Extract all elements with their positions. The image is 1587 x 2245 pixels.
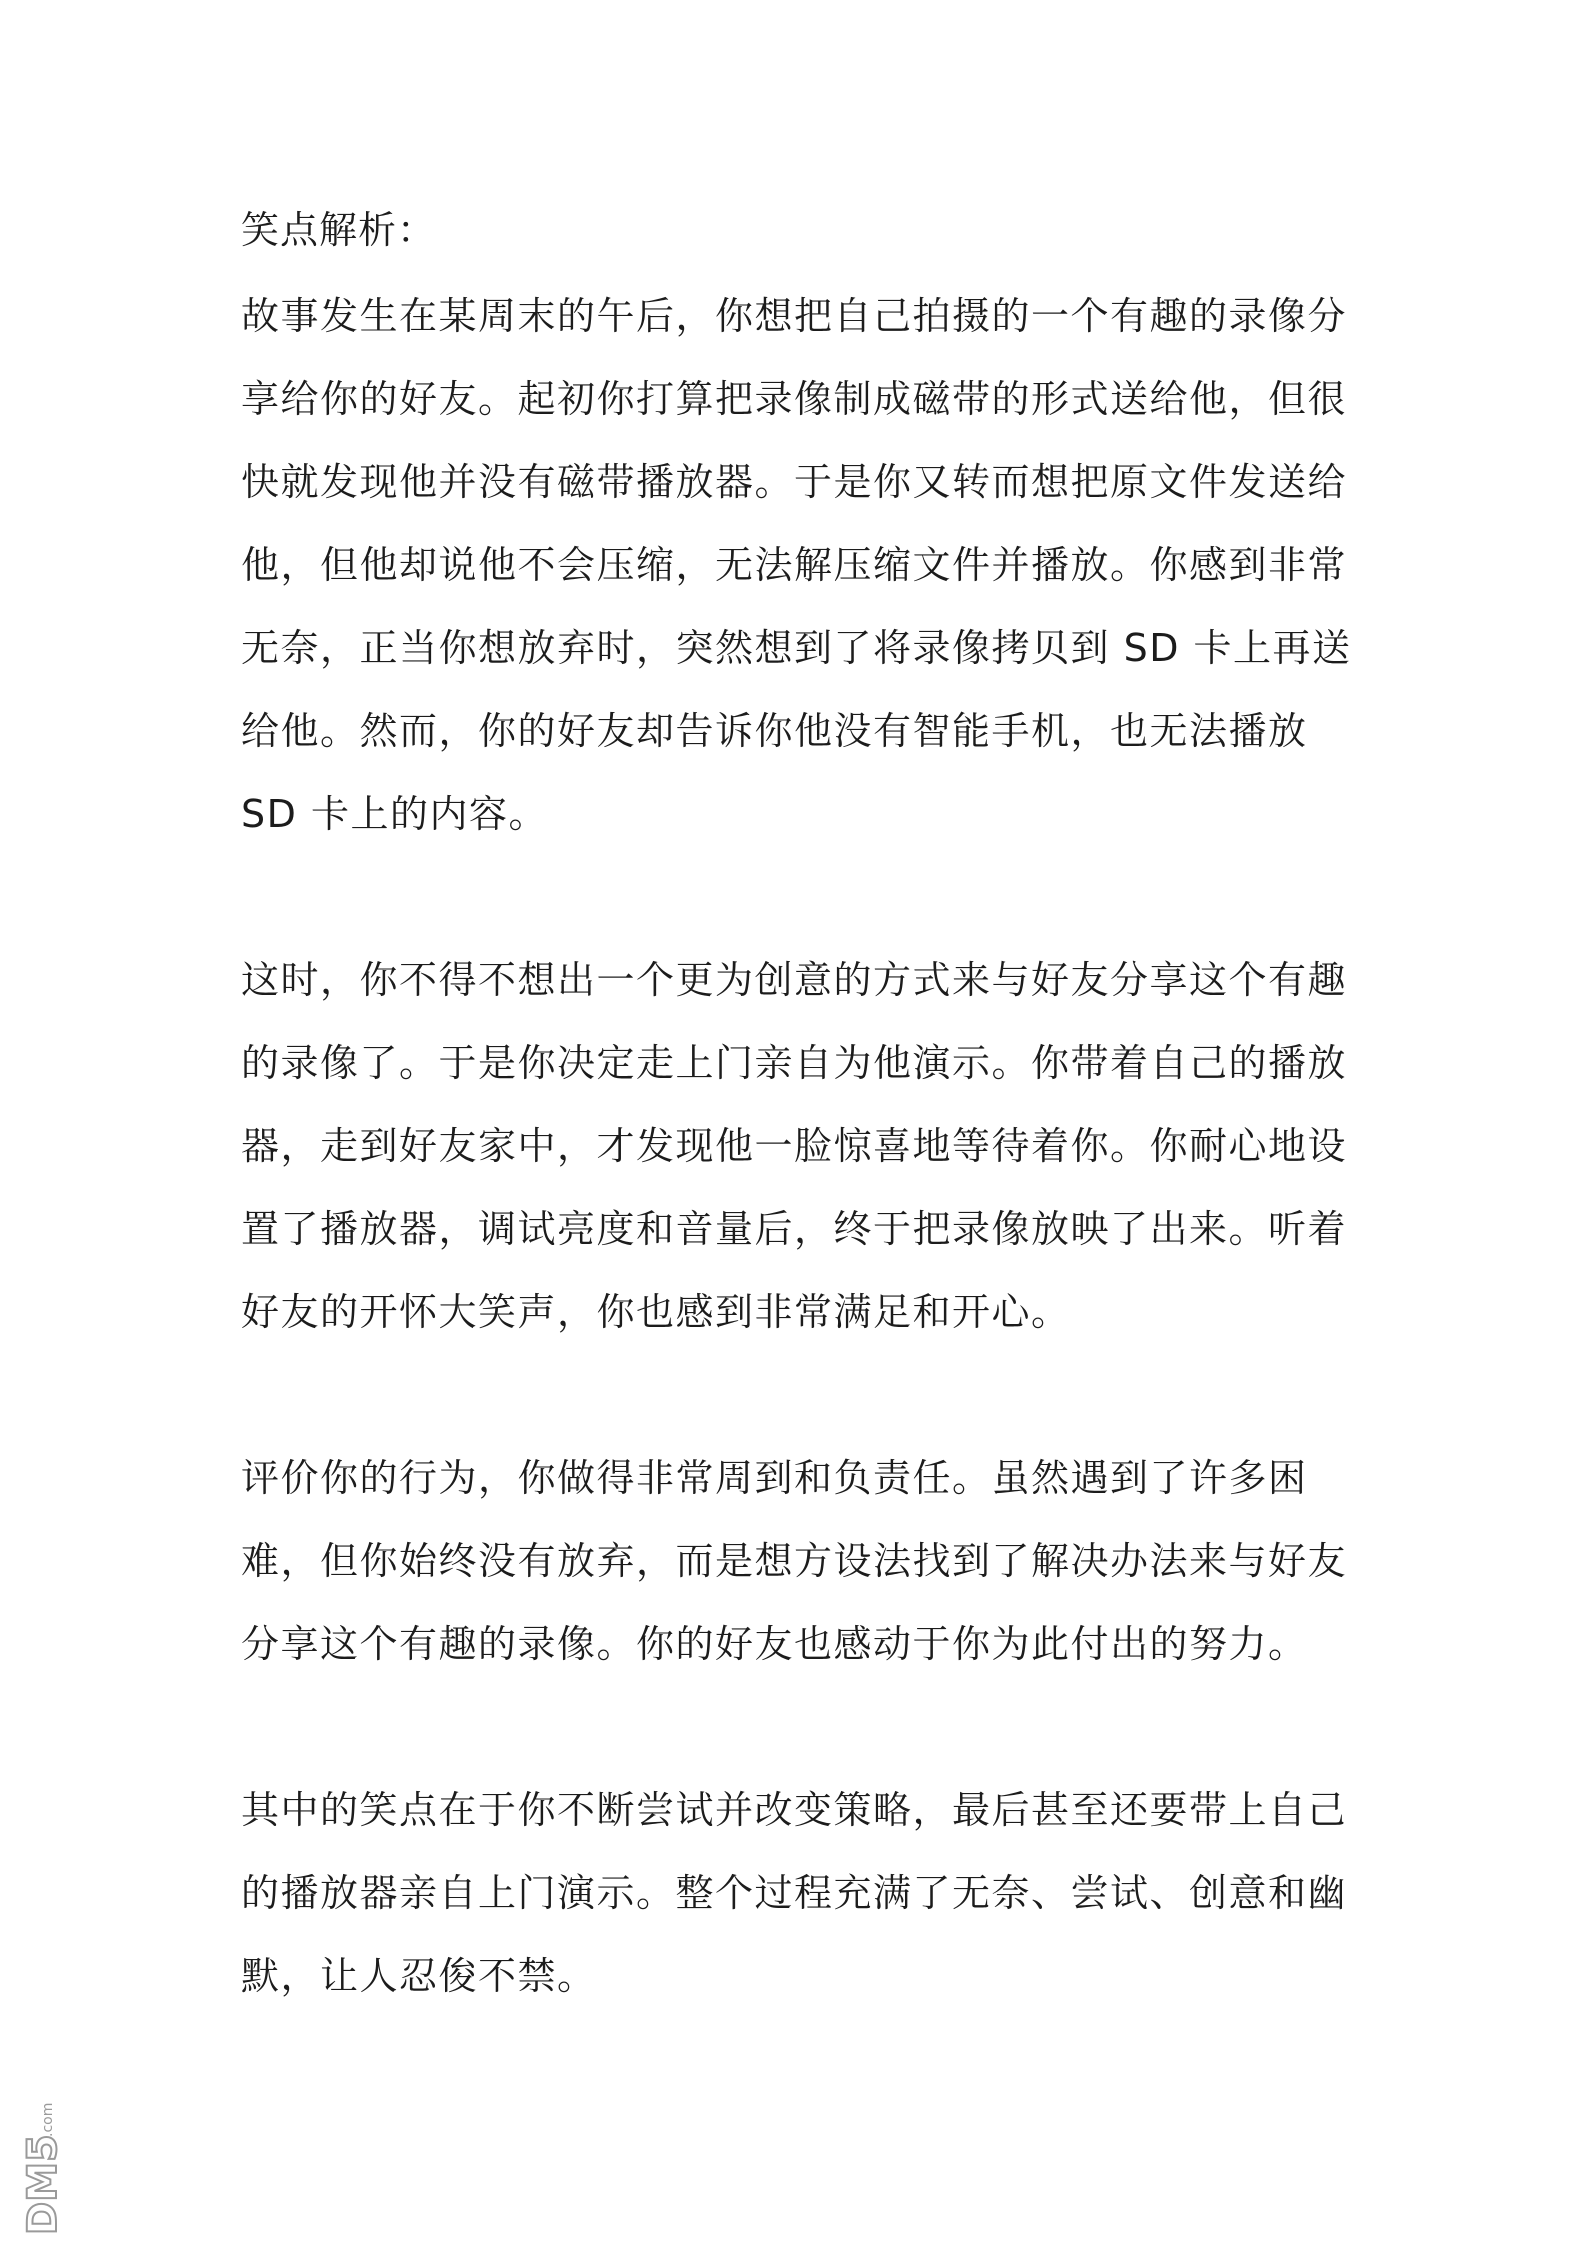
paragraph-2: 这时，你不得不想出一个更为创意的方式来与好友分享这个有趣的录像了。于是你决定走上门亲自为他演示。你带着自己的播放器，走到好友家中，才发现他一脸惊喜地等待着你。你耐心地设置了播放器，调试亮度和音量后，终于把录像放映了出来。听着好友的开怀大笑声，你也感到非常满足和开心。	[241, 958, 1348, 1334]
paragraph-spacer	[241, 856, 1361, 939]
paragraph-4: 其中的笑点在于你不断尝试并改变策略，最后甚至还要带上自己的播放器亲自上门演示。整个过程充满了无奈、尝试、创意和幽默，让人忍俊不禁。	[241, 1788, 1348, 1998]
paragraph-1: 故事发生在某周末的午后，你想把自己拍摄的一个有趣的录像分享给你的好友。起初你打算把录像制成磁带的形式送给他，但很快就发现他并没有磁带播放器。于是你又转而想把原文件发送给他，但他却说他不会压缩，无法解压缩文件并播放。你感到非常无奈，正当你想放弃时，突然想到了将录像拷贝到 SD 卡上再送给他。然而，你的好友却告诉你他没有智能手机，也无法播放 SD 卡上的内容。	[241, 294, 1352, 836]
paragraph-spacer	[241, 1686, 1361, 1769]
section-heading: 笑点解析：	[241, 208, 437, 252]
paragraph-spacer	[241, 1354, 1361, 1437]
site-watermark-logo	[14, 2070, 74, 2240]
svg-text:DM5: DM5	[20, 2134, 66, 2235]
svg-text:.com: .com	[40, 2102, 56, 2137]
paragraph-3: 评价你的行为，你做得非常周到和负责任。虽然遇到了许多困难，但你始终没有放弃，而是想方设法找到了解决办法来与好友分享这个有趣的录像。你的好友也感动于你为此付出的努力。	[241, 1456, 1348, 1666]
document-body	[241, 205, 1361, 2018]
